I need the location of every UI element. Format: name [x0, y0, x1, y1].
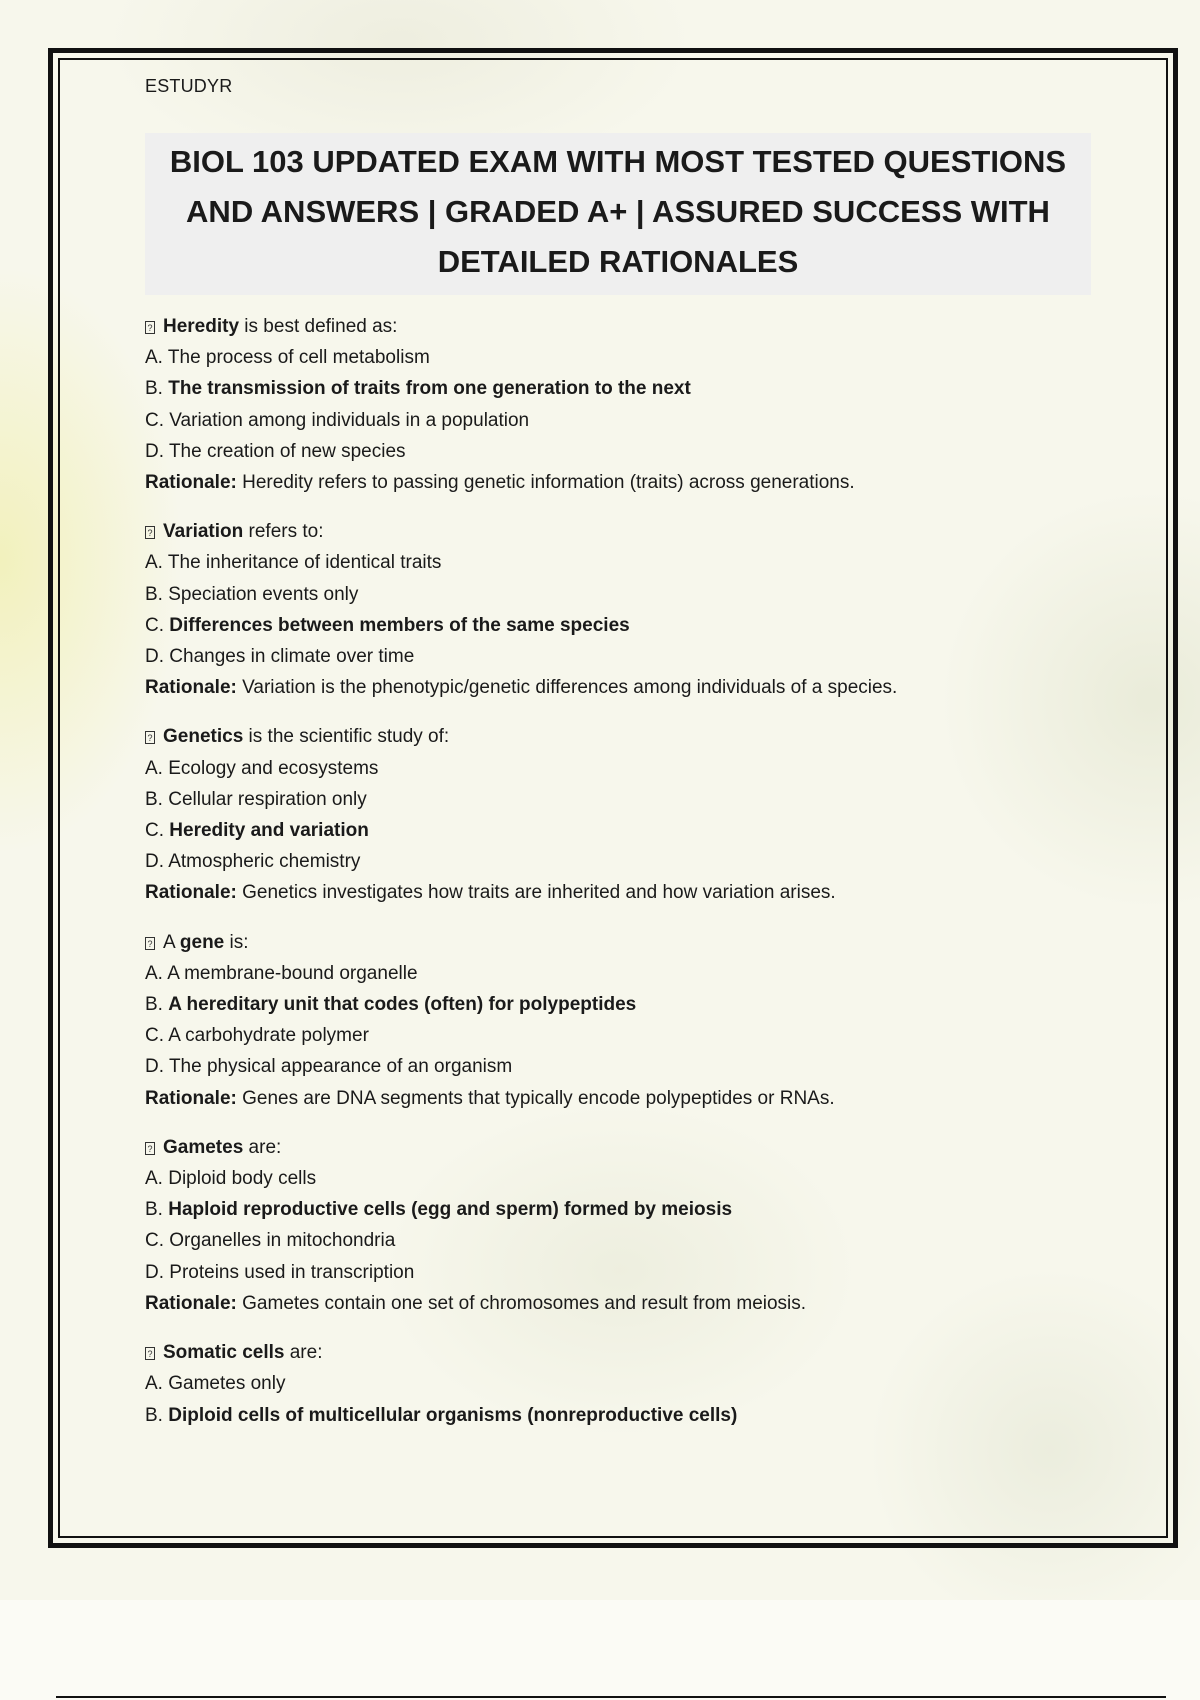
option-letter: B.: [145, 1404, 163, 1426]
option-letter: C.: [145, 409, 164, 431]
rationale: [145, 1288, 1095, 1319]
question-block: [145, 311, 1095, 498]
question-suffix: are:: [284, 1342, 323, 1364]
option-text: Organelles in mitochondria: [169, 1230, 396, 1252]
brand-header: ESTUDYR: [145, 76, 233, 96]
rationale: [145, 1083, 1095, 1114]
answer-option-correct: [145, 815, 1095, 846]
answer-option-correct: [145, 989, 1095, 1020]
rationale-label: Rationale:: [145, 677, 237, 699]
option-text: Diploid cells of multicellular organisms (nonreproductive cells): [168, 1404, 738, 1426]
option-text: Haploid reproductive cells (egg and sperm) formed by meiosis: [168, 1199, 733, 1221]
option-letter: A.: [145, 552, 163, 574]
question-stem: [145, 1337, 1095, 1368]
option-text: Variation among individuals in a population: [169, 409, 530, 431]
answer-option: [145, 1257, 1095, 1288]
answer-option: [145, 1225, 1095, 1256]
rationale-label: Rationale:: [145, 1292, 237, 1314]
question-suffix: refers to:: [243, 521, 324, 543]
option-text: Diploid body cells: [168, 1168, 317, 1190]
missing-glyph-icon: ?: [145, 321, 155, 334]
option-text: Differences between members of the same species: [169, 614, 630, 636]
rationale: [145, 877, 1095, 908]
question-stem: [145, 927, 1095, 958]
answer-option: [145, 579, 1095, 610]
rationale-label: Rationale:: [145, 882, 237, 904]
answer-option: [145, 641, 1095, 672]
question-term: Gametes: [163, 1136, 244, 1158]
option-letter: A.: [145, 757, 163, 779]
question-stem: [145, 516, 1095, 547]
answer-option-correct: [145, 1194, 1095, 1225]
option-letter: C.: [145, 1025, 164, 1047]
answer-option: [145, 1020, 1095, 1051]
answer-option: [145, 1163, 1095, 1194]
option-letter: A.: [145, 347, 163, 369]
question-prefix: A: [163, 931, 180, 953]
option-text: The process of cell metabolism: [167, 347, 430, 369]
answer-option-correct: [145, 1400, 1095, 1431]
question-block: [145, 516, 1095, 703]
question-term: Heredity: [163, 316, 240, 337]
option-letter: C.: [145, 820, 164, 842]
title-line: DETAILED RATIONALES: [437, 244, 799, 279]
option-text: The inheritance of identical traits: [167, 552, 442, 574]
option-text: The physical appearance of an organism: [168, 1056, 513, 1078]
rationale: [145, 672, 1095, 703]
missing-glyph-icon: ?: [145, 937, 155, 950]
option-text: Gametes only: [168, 1373, 286, 1395]
title-line: AND ANSWERS | GRADED A+ | ASSURED SUCCESS WITH: [186, 194, 1050, 229]
option-letter: B.: [145, 788, 163, 810]
answer-option: [145, 846, 1095, 877]
answer-option: [145, 342, 1095, 373]
question-stem: [145, 1132, 1095, 1163]
question-term: Genetics: [163, 726, 244, 748]
option-letter: B.: [145, 994, 163, 1016]
option-letter: C.: [145, 1230, 164, 1252]
answer-option: [145, 753, 1095, 784]
answer-option: [145, 1051, 1095, 1082]
answer-option-correct: [145, 610, 1095, 641]
option-letter: B.: [145, 583, 163, 605]
question-term: Variation: [163, 521, 244, 543]
question-suffix: is the scientific study of:: [243, 726, 450, 748]
question-term: Somatic cells: [163, 1342, 285, 1364]
option-text: Cellular respiration only: [168, 788, 367, 810]
option-letter: D.: [145, 646, 164, 668]
option-letter: A.: [145, 1373, 163, 1395]
document-title: [145, 133, 1091, 295]
question-block: [145, 927, 1095, 1114]
option-text: Ecology and ecosystems: [168, 757, 379, 779]
title-line: BIOL 103 UPDATED EXAM WITH MOST TESTED QUESTIONS: [169, 144, 1067, 179]
question-suffix: is best defined as:: [239, 316, 398, 337]
question-block: [145, 1337, 1095, 1431]
option-text: A carbohydrate polymer: [168, 1025, 369, 1047]
rationale-text: Genetics investigates how traits are inherited and how variation arises.: [242, 882, 836, 904]
option-text: Heredity and variation: [169, 820, 369, 842]
rationale: [145, 467, 1095, 498]
answer-option: [145, 958, 1095, 989]
rationale-text: Gametes contain one set of chromosomes and result from meiosis.: [242, 1292, 807, 1314]
option-text: Proteins used in transcription: [169, 1261, 415, 1283]
option-text: Changes in climate over time: [169, 646, 415, 668]
missing-glyph-icon: ?: [145, 1347, 155, 1360]
missing-glyph-icon: ?: [145, 731, 155, 744]
option-letter: B.: [145, 1199, 163, 1221]
rationale-text: Heredity refers to passing genetic information (traits) across generations.: [242, 472, 855, 494]
option-letter: D.: [145, 851, 164, 873]
question-block: [145, 1132, 1095, 1319]
answer-option-correct: [145, 373, 1095, 404]
missing-glyph-icon: ?: [145, 1142, 155, 1155]
answer-option: [145, 784, 1095, 815]
rationale-text: Genes are DNA segments that typically encode polypeptides or RNAs.: [242, 1087, 835, 1109]
question-suffix: is:: [224, 931, 249, 953]
option-text: The transmission of traits from one generation to the next: [168, 378, 691, 400]
question-term: gene: [179, 931, 225, 953]
option-text: The creation of new species: [168, 440, 406, 462]
footer-rule: [56, 1696, 1166, 1698]
option-letter: A.: [145, 962, 163, 984]
answer-option: [145, 436, 1095, 467]
option-letter: A.: [145, 1168, 163, 1190]
question-suffix: are:: [243, 1136, 282, 1158]
question-block: [145, 721, 1095, 908]
answer-option: [145, 547, 1095, 578]
rationale-label: Rationale:: [145, 1087, 237, 1109]
option-letter: B.: [145, 378, 163, 400]
question-list: [145, 311, 1095, 1431]
option-letter: D.: [145, 1261, 164, 1283]
missing-glyph-icon: ?: [145, 526, 155, 539]
rationale-text: Variation is the phenotypic/genetic differences among individuals of a species.: [242, 677, 898, 699]
question-stem: [145, 721, 1095, 752]
rationale-label: Rationale:: [145, 472, 237, 494]
question-stem: [145, 311, 1095, 342]
option-text: A membrane-bound organelle: [167, 962, 418, 984]
option-text: Speciation events only: [168, 583, 359, 605]
option-text: A hereditary unit that codes (often) for polypeptides: [168, 994, 637, 1016]
document-content: [145, 60, 1095, 1449]
answer-option: [145, 1368, 1095, 1399]
option-letter: C.: [145, 614, 164, 636]
option-letter: D.: [145, 440, 164, 462]
answer-option: [145, 405, 1095, 436]
option-letter: D.: [145, 1056, 164, 1078]
option-text: Atmospheric chemistry: [168, 851, 361, 873]
